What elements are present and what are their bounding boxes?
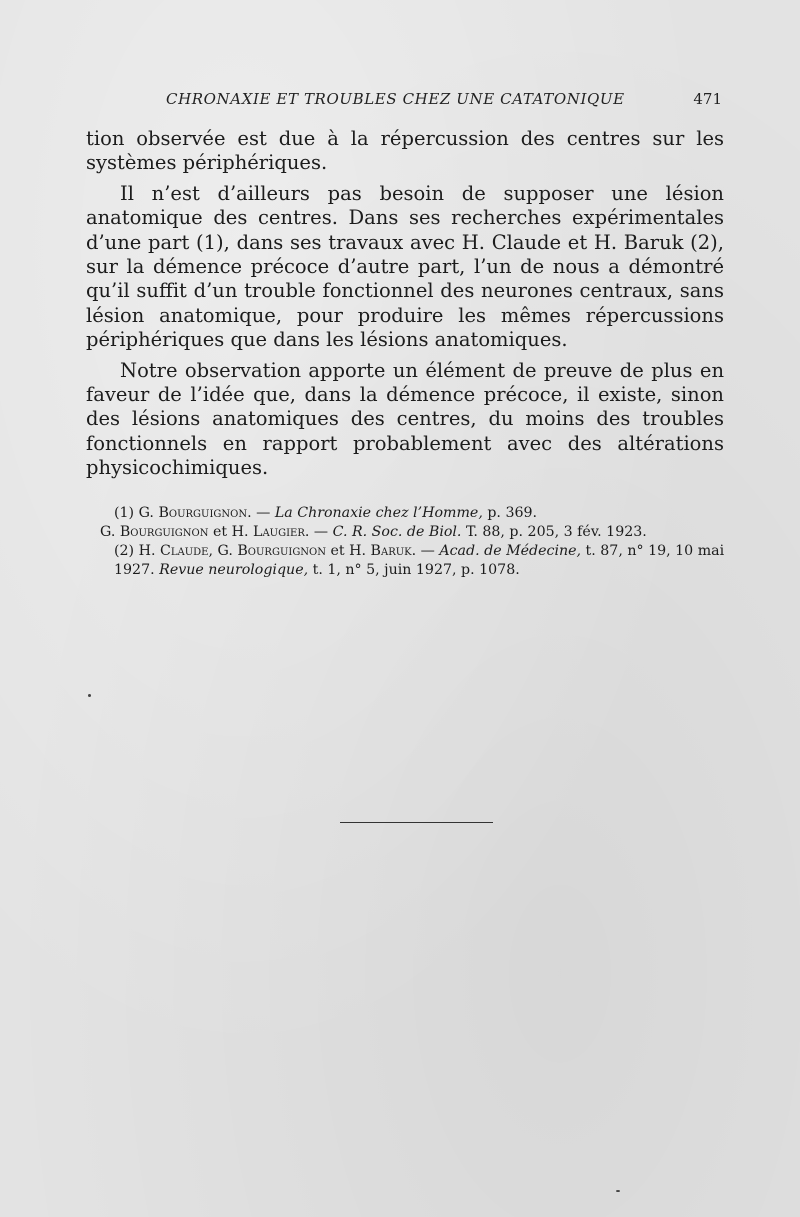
running-title: CHRONAXIE ET TROUBLES CHEZ UNE CATATONIQUE: [166, 90, 625, 108]
footnote-2: [114, 542, 740, 580]
footnote-ref: T. 88, p. 205, 3 fév. 1923.: [465, 524, 647, 540]
running-header: [166, 88, 722, 112]
footnote-journal: Revue neurologique,: [159, 562, 309, 578]
page-number: 471: [693, 90, 722, 108]
footnotes: [100, 504, 740, 580]
body-text: [86, 127, 724, 481]
paragraph-1: tion observée est due à la répercussion des centres sur les systèmes périphériques.: [86, 127, 724, 175]
footnote-ref: t. 87, n° 19, 10 mai 1927.: [114, 543, 725, 578]
footnote-ref: t. 1, n° 5, juin 1927, p. 1078.: [312, 562, 520, 578]
footnote-author-prefix: G.: [217, 543, 233, 559]
footnote-dash: —: [313, 524, 329, 540]
footnote-journal: C. R. Soc. de Biol.: [332, 524, 462, 540]
paragraph-2: Il n’est d’ailleurs pas besoin de supposer une lésion anatomique des centres. Dans ses recherches expérimentales d’une part (1), dans ses travaux avec H. Claude et H. Baruk (2), sur la démence précoce d’autre part, l’un de nous a démontré qu’il suffit d’un trouble fonctionnel des neurones centraux, sans lésion anatomique, pour produire les mêmes répercussions périphériques que dans les lésions anatomiques.: [86, 181, 724, 352]
footnote-marker: (2) H.: [114, 543, 156, 559]
paragraph-3: Notre observation apporte un élément de preuve de plus en faveur de l’idée que, dans la démence précoce, il existe, sinon des lésions anatomiques des centres, du moins des troubles fonctionnels en rapport probablement avec des altérations physicochimiques.: [86, 358, 724, 480]
footnote-author: Claude,: [160, 543, 213, 559]
section-divider-rule: [340, 822, 493, 823]
footnote-author: Bourguignon: [119, 524, 209, 540]
footnote-journal: Acad. de Médecine,: [439, 543, 582, 559]
footnote-title: La Chronaxie chez l’Homme,: [274, 505, 483, 521]
print-speck: [616, 1190, 620, 1192]
footnote-ref: p. 369.: [487, 505, 538, 521]
footnote-author: Baruk.: [370, 543, 417, 559]
footnote-author: Bourguignon.: [158, 505, 252, 521]
footnote-dash: —: [420, 543, 435, 559]
print-speck: [88, 694, 91, 697]
footnote-author-prefix: G.: [100, 524, 116, 540]
footnote-conj: et H.: [213, 524, 249, 540]
footnote-conj: et H.: [330, 543, 367, 559]
footnote-marker: (1) G.: [114, 505, 154, 521]
footnote-1: [114, 504, 740, 523]
footnote-dash: —: [256, 505, 271, 521]
footnote-1b: [100, 523, 740, 542]
footnote-author: Laugier.: [253, 524, 310, 540]
footnote-author: Bourguignon: [237, 543, 327, 559]
